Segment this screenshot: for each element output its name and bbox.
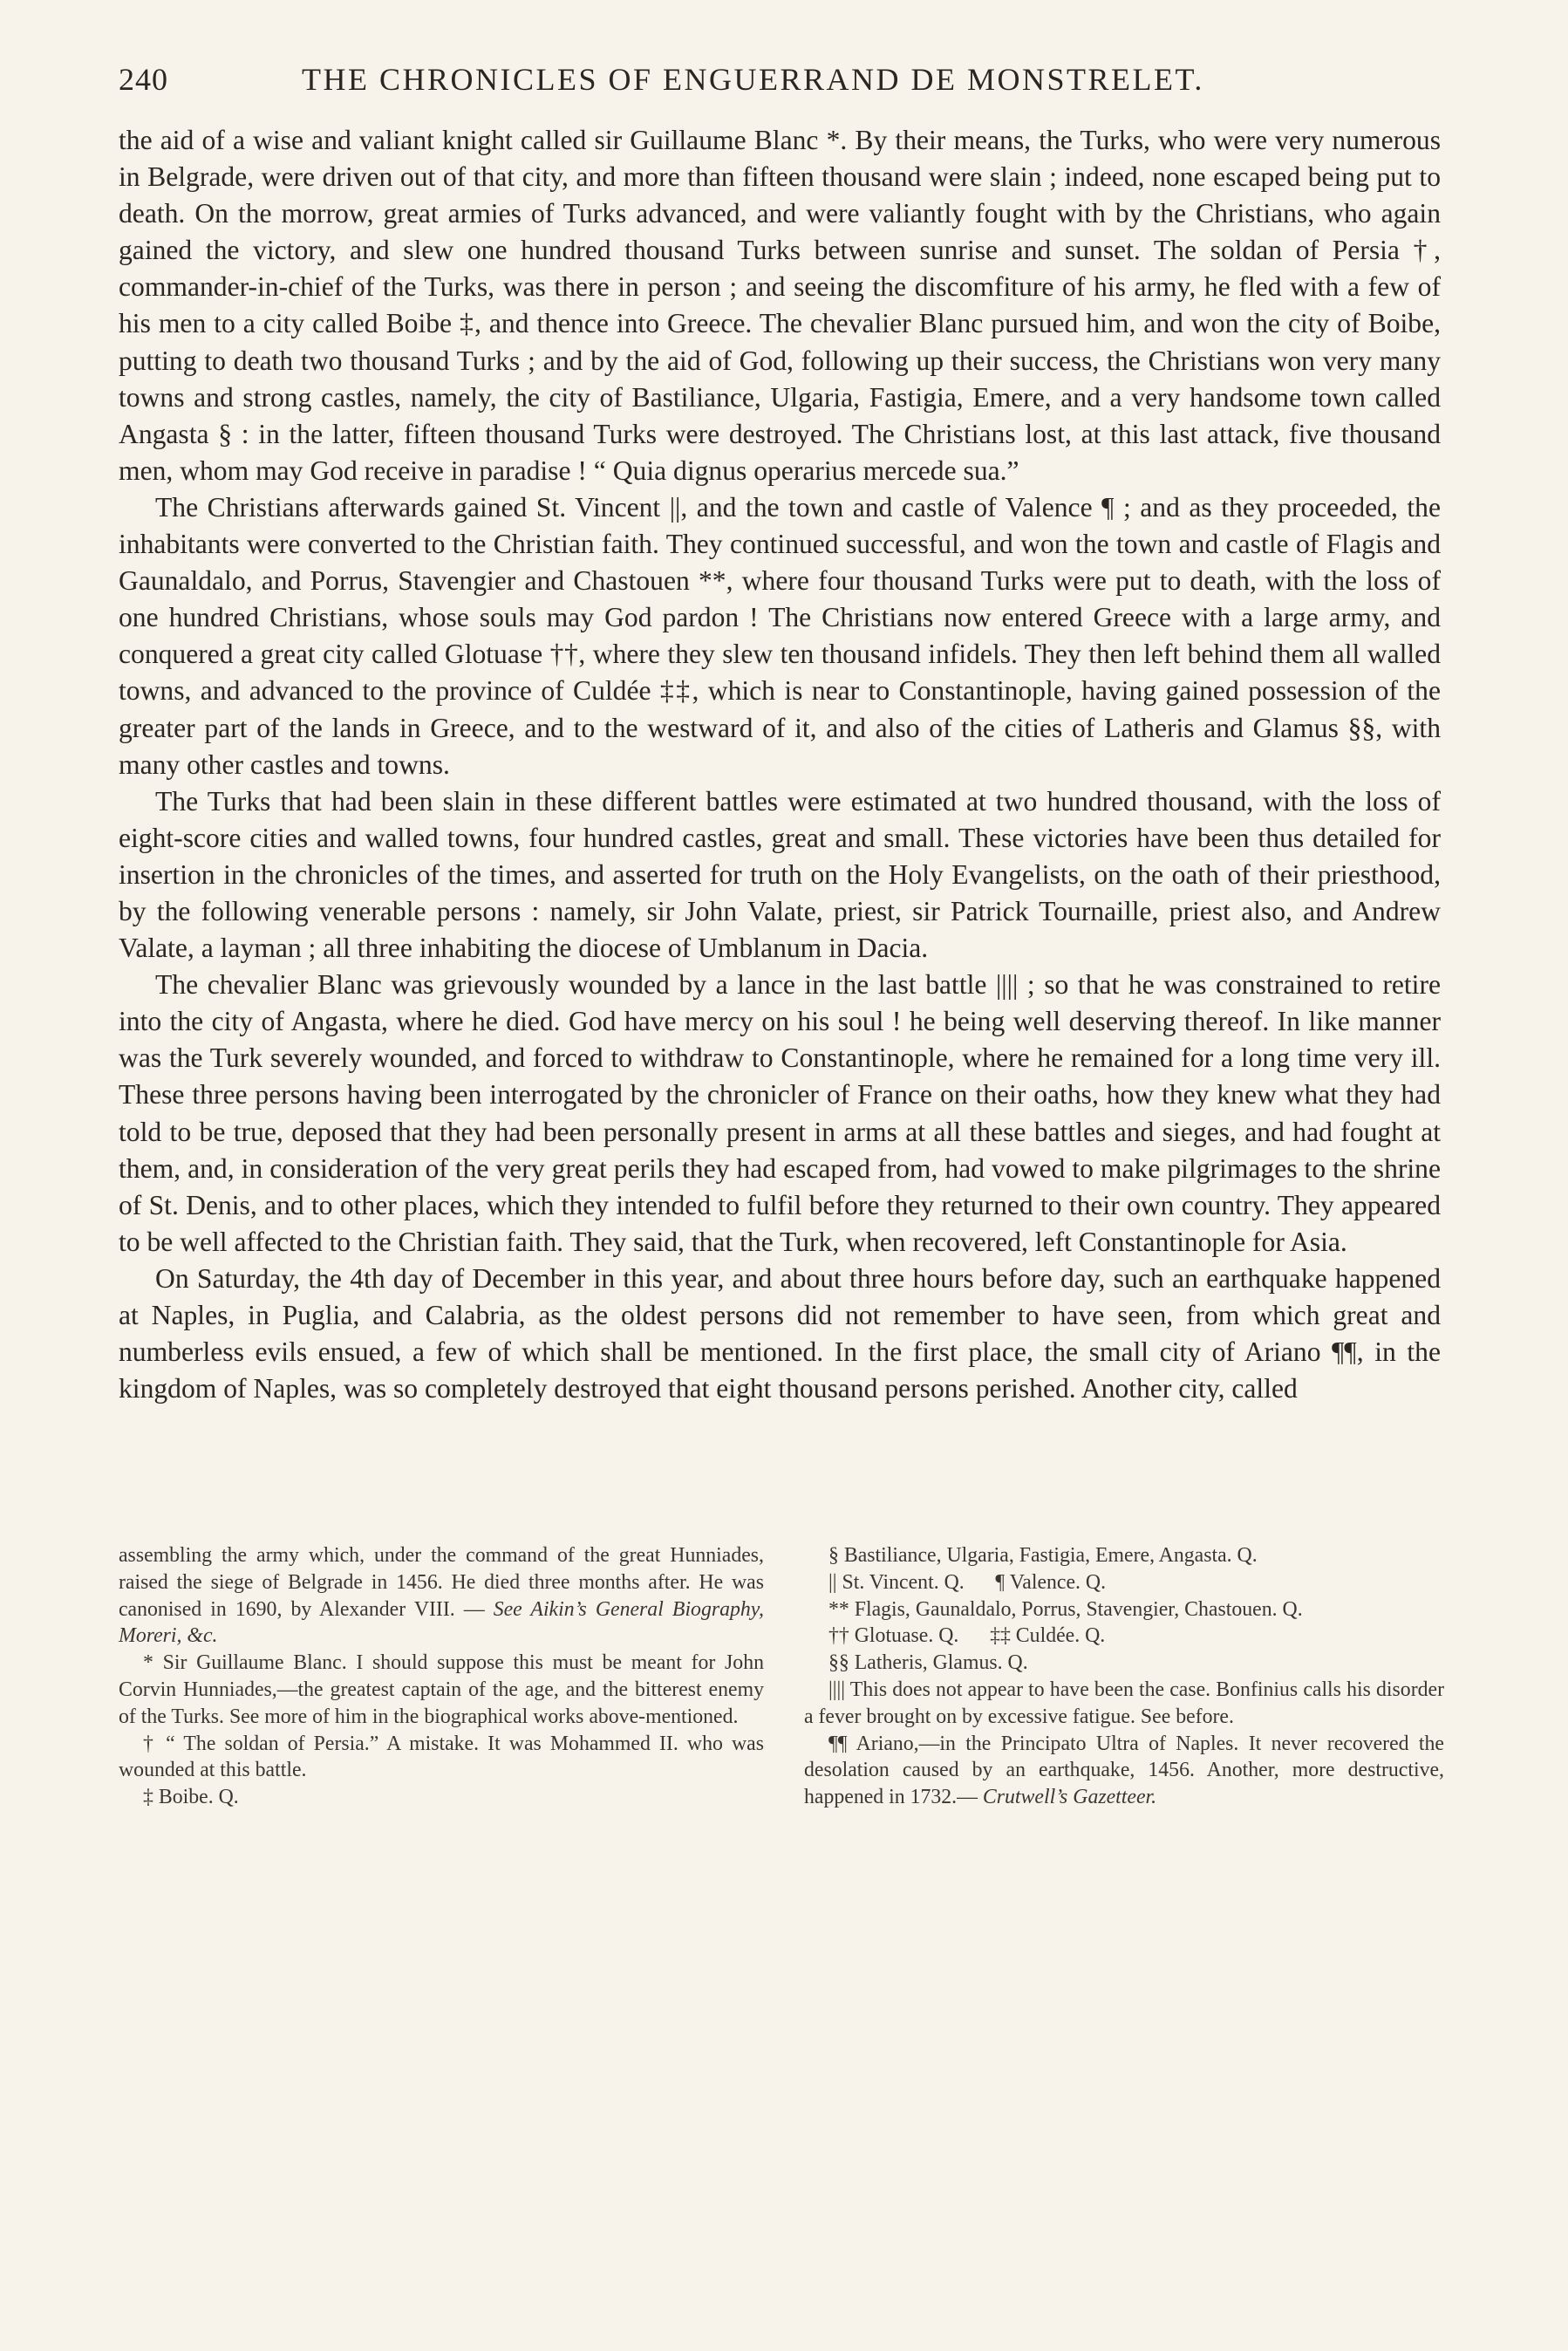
footnote xyxy=(119,1542,764,1650)
footnote: |||| This does not appear to have been the case. Bonfinius calls his disorder a fever brought on by excessive fatigue. See before. xyxy=(804,1678,1444,1728)
paragraph: the aid of a wise and valiant knight called sir Guillaume Blanc *. By their means, the Turks, who were very numerous in Belgrade, were driven out of that city, and more than fifteen thousand were slain ; indeed, none escaped being put to death. On the morrow, great armies of Turks advanced, and were valiantly fought with by the Christians, who again gained the victory, and slew one hundred thousand Turks between sunrise and sunset. The soldan of Persia †, commander-in-chief of the Turks, was there in person ; and seeing the discomfiture of his army, he fled with a few of his men to a city called Boibe ‡, and thence into Greece. The chevalier Blanc pursued him, and won the city of Boibe, putting to death two thousand Turks ; and by the aid of God, following up their success, the Christians won very many towns and strong castles, namely, the city of Bastiliance, Ulgaria, Fastigia, Emere, and a very handsome town called Angasta § : in the latter, fifteen thousand Turks were destroyed. The Christians lost, at this last attack, five thousand men, whom may God receive in paradise ! “ Quia dignus operarius mercede sua.” xyxy=(119,125,1441,486)
running-title: THE CHRONICLES OF ENGUERRAND DE MONSTRELET. xyxy=(302,62,1204,97)
footnote-text: ¶¶ Ariano,—in the Principato Ultra of Naples. It never recovered the desolation caused by an earthquake, 1456. Another, more destructive, happened in 1732.— xyxy=(804,1732,1444,1809)
running-header xyxy=(119,56,1444,105)
footnote: §§ Latheris, Glamus. Q. xyxy=(828,1651,1028,1675)
footnote: § Bastiliance, Ulgaria, Fastigia, Emere, Angasta. Q. xyxy=(828,1544,1258,1567)
footnote: † “ The soldan of Persia.” A mistake. It was Mohammed II. who was wounded at this battle. xyxy=(119,1732,764,1782)
footnote-citation: See Aikin’s General Biography, Moreri, &c. xyxy=(119,1597,765,1648)
footnotes-right-column xyxy=(804,1542,1444,1811)
paragraph: On Saturday, the 4th day of December in this year, and about three hours before day, such an earthquake happened at Naples, in Puglia, and Calabria, as the oldest persons did not remember to have seen, from which great and numberless evils ensued, a few of which shall be mentioned. In the first place, the small city of Ariano ¶¶, in the kingdom of Naples, was so completely destroyed that eight thousand persons perished. Another city, called xyxy=(119,1262,1441,1404)
footnote xyxy=(804,1731,1444,1811)
footnote: || St. Vincent. Q. ¶ Valence. Q. xyxy=(828,1570,1107,1594)
paragraph: The Christians afterwards gained St. Vincent ||, and the town and castle of Valence ¶ ; and as they proceeded, the inhabitants were converted to the Christian faith. They continued successful, and won the town and castle of Flagis and Gaunaldalo, and Porrus, Stavengier and Chastouen **, where four thousand Turks were put to death, with the loss of one hundred Christians, whose souls may God pardon ! The Christians now entered Greece with a large army, and conquered a great city called Glotuase ††, where they slew ten thousand infidels. They then left behind them all walled towns, and advanced to the province of Culdée ‡‡, which is near to Constantinople, having gained possession of the greater part of the lands in Greece, and to the westward of it, and also of the cities of Latheris and Glamus §§, with many other castles and towns. xyxy=(119,491,1441,780)
footnote-citation: Crutwell’s Gazetteer. xyxy=(982,1786,1157,1809)
footnotes-left-column xyxy=(119,1542,764,1811)
footnote: †† Glotuase. Q. ‡‡ Culdée. Q. xyxy=(828,1624,1106,1648)
footnote: * Sir Guillaume Blanc. I should suppose this must be meant for John Corvin Hunniades,—the greatest captain of the age, and the bitterest enemy of the Turks. See more of him in the biographical works above-mentioned. xyxy=(119,1651,764,1728)
paragraph: The Turks that had been slain in these different battles were estimated at two hundred thousand, with the loss of eight-score cities and walled towns, four hundred castles, great and small. These victories have been thus detailed for insertion in the chronicles of the times, and asserted for truth on the Holy Evangelists, on the oath of their priesthood, by the following venerable persons : namely, sir John Valate, priest, sir Patrick Tournaille, priest also, and Andrew Valate, a layman ; all three inhabiting the diocese of Umblanum in Dacia. xyxy=(119,785,1441,964)
footnote: ** Flagis, Gaunaldalo, Porrus, Stavengier, Chastouen. Q. xyxy=(828,1597,1303,1621)
page-number: 240 xyxy=(119,62,168,97)
footnote: ‡ Boibe. Q. xyxy=(143,1786,239,1809)
footnote-text: assembling the army which, under the command of the great Hunniades, raised the siege of Belgrade in 1456. He died three months after. He was canonised in 1690, by Alexander VIII. — xyxy=(119,1544,764,1621)
main-text xyxy=(119,122,1441,1407)
paragraph: The chevalier Blanc was grievously wounded by a lance in the last battle |||| ; so that he was constrained to retire into the city of Angasta, where he died. God have mercy on his soul ! he being well deserving thereof. In like manner was the Turk severely wounded, and forced to withdraw to Constantinople, where he remained for a long time very ill. These three persons having been interrogated by the chronicler of France on their oaths, how they knew what they had told to be true, deposed that they had been personally present in arms at all these battles and sieges, and had fought at them, and, in consideration of the very great perils they had escaped from, had vowed to make pilgrimages to the shrine of St. Denis, and to other places, which they intended to fulfil before they returned to their own country. They appeared to be well affected to the Christian faith. They said, that the Turk, when recovered, left Constantinople for Asia. xyxy=(119,969,1441,1257)
